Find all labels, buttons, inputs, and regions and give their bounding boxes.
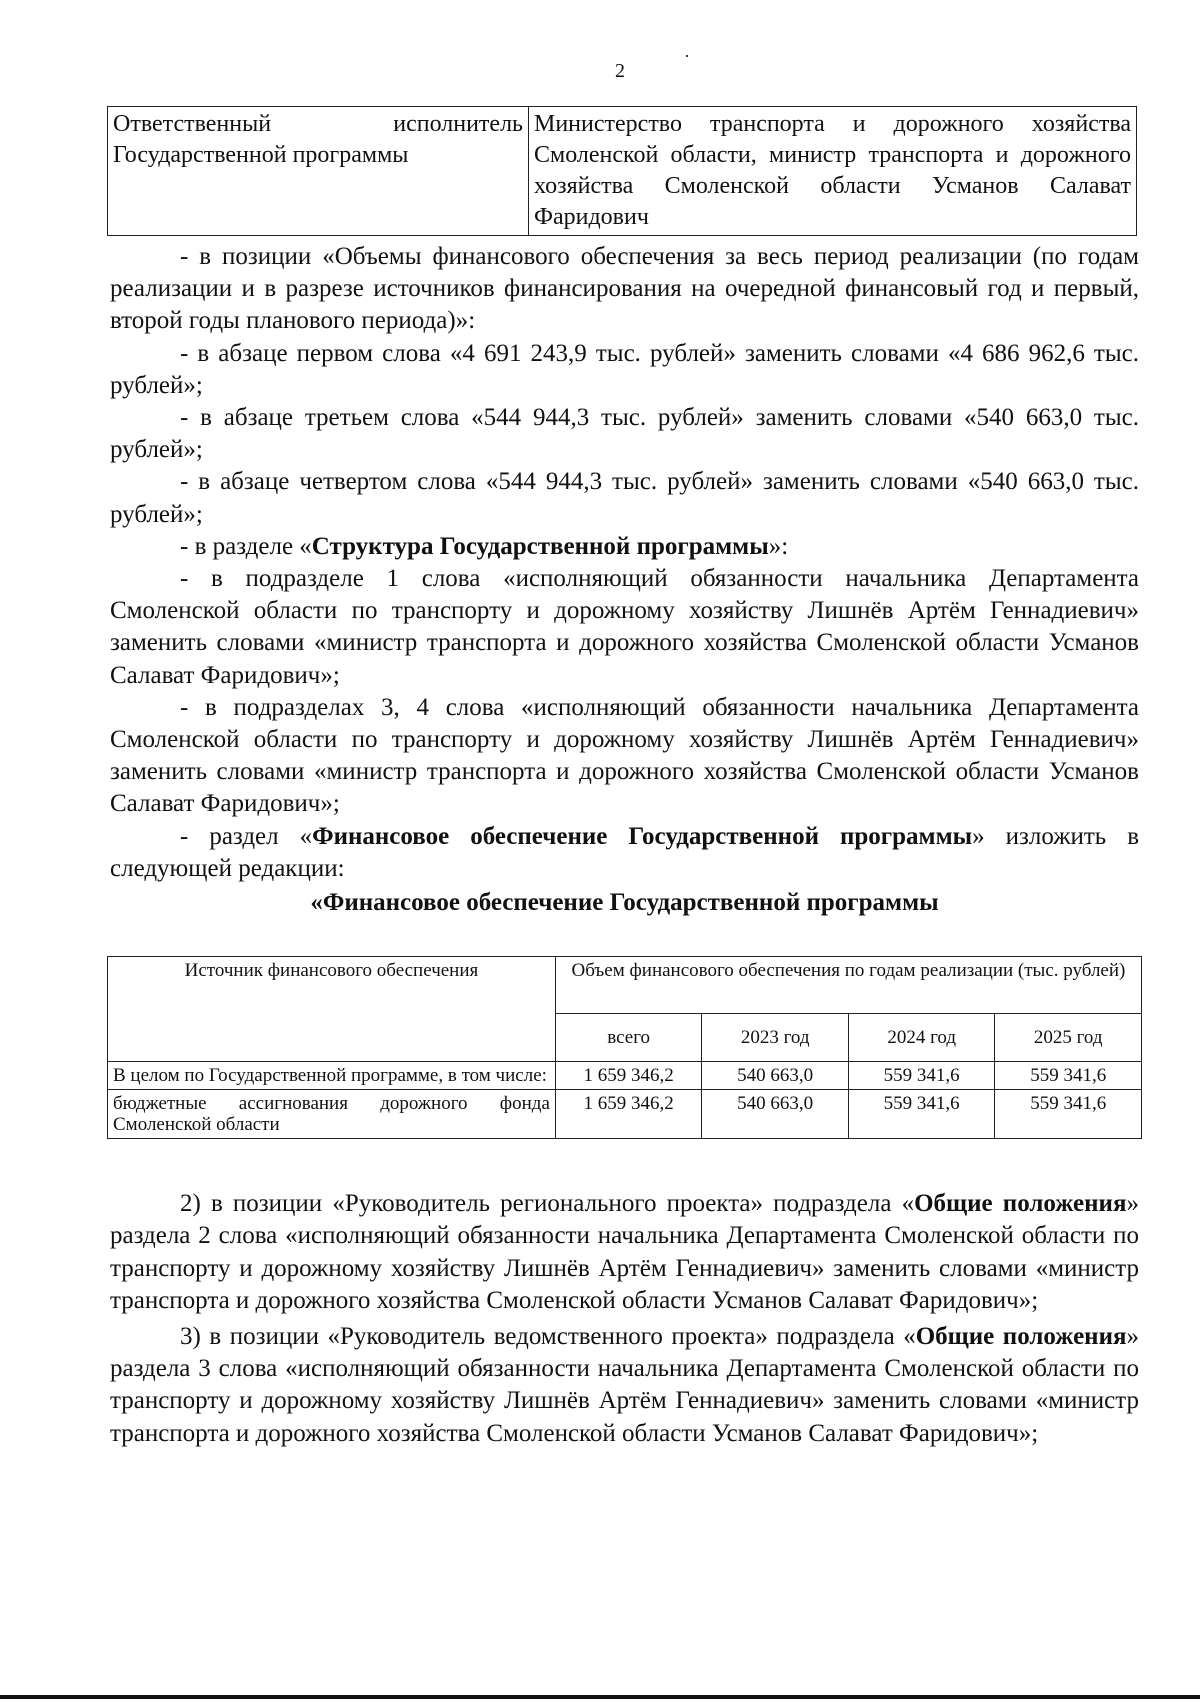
- scan-edge-line: [0, 1695, 1200, 1699]
- responsible-label-cell: Ответственный исполнитель Государственной программы: [108, 107, 529, 236]
- text-span: »:: [768, 532, 789, 560]
- paragraph: - в позиции «Объемы финансового обеспечения за весь период реализации (по годам реализации и в разрезе источников финансирования на очередной финансовый год и первый, второй годы планового периода)»:: [110, 243, 1139, 335]
- table-cell: 559 341,6: [995, 1062, 1142, 1090]
- text-span: » раздела 3 слова «исполняющий обязанности начальника Департамента Смоленской области по транспорту и дорожному хозяйству Лишнёв Артём Геннадиевич» заменить словами «министр транспорта и дорожного хозяйства Смоленской области Усманов Салават Фаридович»;: [110, 1322, 1139, 1447]
- responsible-executor-table: [107, 106, 1137, 236]
- paragraph: [110, 1321, 1139, 1451]
- table-cell: 559 341,6: [848, 1090, 995, 1139]
- bold-section-name: Общие положения: [914, 1190, 1127, 1217]
- row-label: В целом по Государственной программе, в том числе:: [108, 1062, 556, 1090]
- paragraph: - в подразделах 3, 4 слова «исполняющий обязанности начальника Департамента Смоленской области по транспорту и дорожному хозяйству Лишнёв Артём Геннадиевич» заменить словами «министр транспорта и дорожного хозяйства Смоленской области Усманов Салават Фаридович»;: [110, 693, 1139, 818]
- paragraph: [110, 531, 1139, 563]
- text-span: » раздела 2 слова «исполняющий обязанности начальника Департамента Смоленской области по транспорту и дорожному хозяйству Лишнёв Артём Геннадиевич» заменить словами «министр транспорта и дорожного хозяйства Смоленской области Усманов Салават Фаридович»;: [110, 1190, 1139, 1315]
- body-text-block-1: [110, 241, 1139, 919]
- text-span: - раздел «: [180, 822, 313, 850]
- table-row: [108, 107, 1137, 236]
- column-header: всего: [555, 1013, 702, 1061]
- table-row: [108, 1090, 1142, 1139]
- bold-section-name: Финансовое обеспечение Государственной программы: [312, 822, 973, 850]
- page-number: 2: [615, 60, 625, 82]
- table-cell: 559 341,6: [995, 1090, 1142, 1139]
- responsible-value-cell: Министерство транспорта и дорожного хозяйства Смоленской области, министр транспорта и дорожного хозяйства Смоленской области Усманов Салават Фаридович: [529, 107, 1137, 236]
- column-header: 2023 год: [702, 1013, 849, 1061]
- column-header: 2025 год: [995, 1013, 1142, 1061]
- scan-speck: ·: [684, 46, 690, 66]
- table-cell: 540 663,0: [702, 1090, 849, 1139]
- column-header: 2024 год: [848, 1013, 995, 1061]
- paragraph: - в подразделе 1 слова «исполняющий обязанности начальника Департамента Смоленской области по транспорту и дорожному хозяйству Лишнёв Артём Геннадиевич» заменить словами «министр транспорта и дорожного хозяйства Смоленской области Усманов Салават Фаридович»;: [110, 565, 1139, 689]
- paragraph: [110, 1188, 1139, 1318]
- text-span: 2) в позиции «Руководитель регионального проекта» подраздела «: [180, 1190, 915, 1217]
- text-span: 3) в позиции «Руководитель ведомственного проекта» подраздела «: [180, 1322, 916, 1350]
- bold-section-name: Общие положения: [915, 1322, 1127, 1350]
- table-cell: 1 659 346,2: [555, 1062, 702, 1090]
- body-text-block-2: [110, 1188, 1139, 1450]
- bold-section-name: Структура Государственной программы: [311, 532, 769, 560]
- text-span: » изложить в следующей редакции:: [110, 822, 1140, 882]
- row-label: бюджетные ассигнования дорожного фонда Смоленской области: [108, 1090, 556, 1139]
- header-source-cell: Источник финансового обеспечения: [108, 957, 556, 1062]
- table-cell: 559 341,6: [848, 1062, 995, 1090]
- section-title: «Финансовое обеспечение Государственной программы: [310, 889, 939, 917]
- paragraph: - в абзаце четвертом слова «544 944,3 тыс. рублей» заменить словами «540 663,0 тыс. рублей»;: [110, 468, 1139, 528]
- table-cell: 1 659 346,2: [555, 1090, 702, 1139]
- text-span: - в разделе «: [180, 532, 312, 560]
- table-header-row: [108, 957, 1142, 1014]
- paragraph: [110, 821, 1139, 885]
- table-row: [108, 1062, 1142, 1090]
- table-cell: 540 663,0: [702, 1062, 849, 1090]
- financing-table: [107, 956, 1142, 1139]
- paragraph: - в абзаце первом слова «4 691 243,9 тыс. рублей» заменить словами «4 686 962,6 тыс. рублей»;: [110, 339, 1139, 399]
- header-volume-cell: Объем финансового обеспечения по годам реализации (тыс. рублей): [555, 957, 1141, 1014]
- paragraph: - в абзаце третьем слова «544 944,3 тыс. рублей» заменить словами «540 663,0 тыс. рублей»;: [110, 404, 1139, 464]
